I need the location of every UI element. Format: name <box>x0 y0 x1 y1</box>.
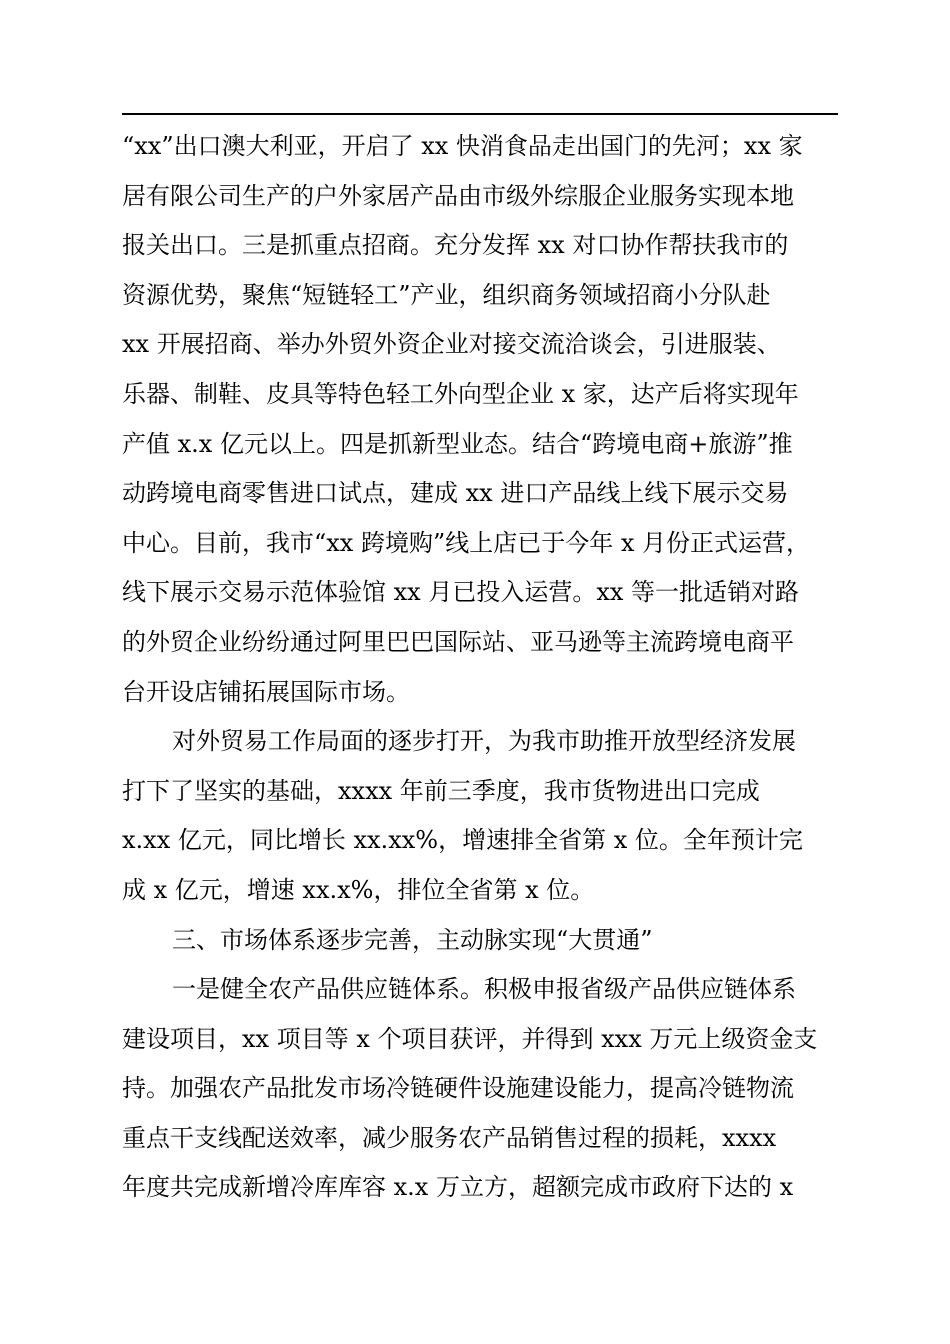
text-line: 居有限公司生产的户外家居产品由市级外综服企业服务实现本地 <box>122 181 794 210</box>
paragraph-first-line: 对外贸易工作局面的逐步打开，为我市助推开放型经济发展 <box>172 727 796 756</box>
text-line: 台开设店铺拓展国际市场。 <box>122 677 410 706</box>
text-line: 动跨境电商零售进口试点，建成 xx 进口产品线上线下展示交易 <box>122 479 789 508</box>
text-line: 资源优势，聚焦“短链轻工”产业，组织商务领域招商小分队赴 <box>122 280 771 309</box>
paragraph-first-line: 一是健全农产品供应链体系。积极申报省级产品供应链体系 <box>172 975 796 1004</box>
text-line: 中心。目前，我市“xx 跨境购”线上店已于今年 x 月份正式运营， <box>122 528 811 557</box>
text-line: 的外贸企业纷纷通过阿里巴巴国际站、亚马逊等主流跨境电商平 <box>122 627 794 656</box>
text-line: xx 开展招商、举办外贸外资企业对接交流洽谈会，引进服装、 <box>122 330 781 359</box>
text-line: 年度共完成新增冷库库容 x.x 万立方，超额完成市政府下达的 x <box>122 1173 794 1202</box>
section-heading: 三、市场体系逐步完善，主动脉实现“大贯通” <box>172 925 653 954</box>
text-line: 重点干支线配送效率，减少服务农产品销售过程的损耗，xxxx <box>122 1123 777 1152</box>
text-line: 建设项目，xx 项目等 x 个项目获评，并得到 xxx 万元上级资金支 <box>122 1024 818 1053</box>
text-line: 成 x 亿元，增速 xx.x%，排位全省第 x 位。 <box>122 875 595 904</box>
text-line: 产值 x.x 亿元以上。四是抓新型业态。结合“跨境电商+旅游”推 <box>122 429 793 458</box>
text-line: x.xx 亿元，同比增长 xx.xx%，增速排全省第 x 位。全年预计完 <box>122 826 803 855</box>
text-line: “xx”出口澳大利亚，开启了 xx 快消食品走出国门的先河；xx 家 <box>122 132 803 160</box>
text-line: 持。加强农产品批发市场冷链硬件设施建设能力，提高冷链物流 <box>122 1074 794 1103</box>
header-rule <box>122 113 838 115</box>
text-line: 报关出口。三是抓重点招商。充分发挥 xx 对口协作帮扶我市的 <box>122 231 789 260</box>
body-text <box>122 122 838 1213</box>
text-line: 打下了坚实的基础，xxxx 年前三季度，我市货物进出口完成 <box>122 776 760 805</box>
text-line: 线下展示交易示范体验馆 xx 月已投入运营。xx 等一批适销对路 <box>122 578 800 607</box>
text-line: 乐器、制鞋、皮具等特色轻工外向型企业 x 家，达产后将实现年 <box>122 379 799 408</box>
